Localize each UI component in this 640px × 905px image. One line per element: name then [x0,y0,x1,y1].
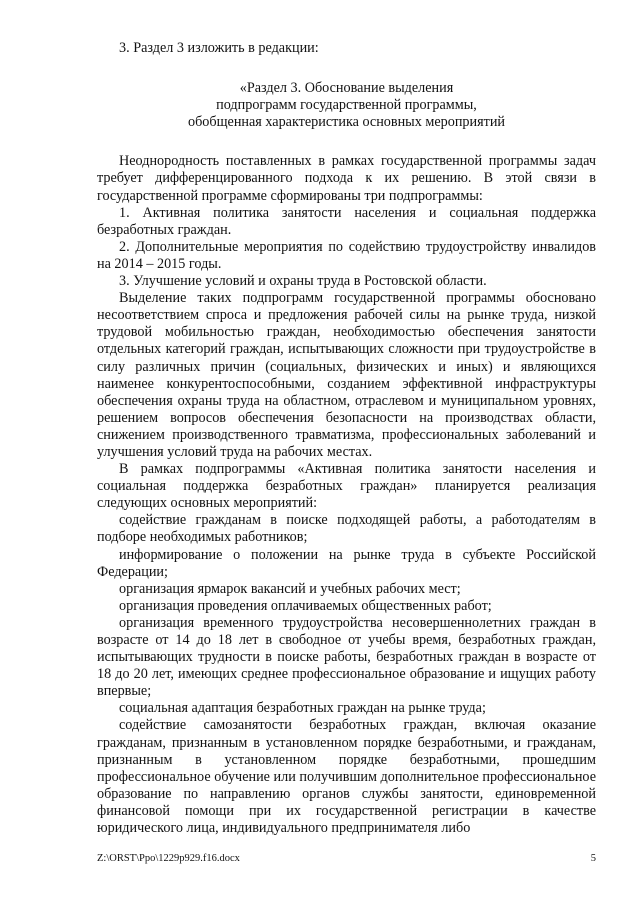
measure-item: содействие самозанятости безработных граждан, включая оказание гражданам, признанным в установленном порядке безработными, и гражданам, признанным в установленном порядке безработными, прошедшим профессиональное обучение или получившим дополнительное профессиональное образование по направлению органов службы занятости, единовременной финансовой помощи при их государственной регистрации в качестве юридического лица, индивидуального предпринимателя либо [97,717,596,837]
measure-item: организация временного трудоустройства несовершеннолетних граждан в возрасте от 14 до 18 лет в свободное от учебы время, безработных граждан, испытывающих трудности в поиске работы, безработных граждан в возрасте от 18 до 20 лет, имеющих среднее профессиональное образование и ищущих работу впервые; [97,614,596,700]
page-number: 5 [590,853,596,864]
body-paragraph: В рамках подпрограммы «Активная политика занятости населения и социальная поддержка безработных граждан» планируется реализация следующих основных мероприятий: [97,461,596,512]
file-path: Z:\ORST\Ppo\1229p929.f16.docx [97,853,240,864]
page-footer [97,853,596,864]
section-heading-line: обобщенная характеристика основных мероприятий [187,114,506,131]
measure-item: социальная адаптация безработных граждан на рынке труда; [119,700,486,717]
measure-item: организация проведения оплачиваемых общественных работ; [119,597,492,614]
measure-item: содействие гражданам в поиске подходящей работы, а работодателям в подборе необходимых работников; [97,512,596,546]
amendment-intro: 3. Раздел 3 изложить в редакции: [119,40,319,56]
measure-item: организация ярмарок вакансий и учебных рабочих мест; [119,580,461,597]
subprogram-item: 1. Активная политика занятости населения и социальная поддержка безработных граждан. [97,204,596,238]
subprogram-item: 3. Улучшение условий и охраны труда в Ростовской области. [119,273,487,290]
body-paragraph: Выделение таких подпрограмм государственной программы обосновано несоответствием спроса и предложения рабочей силы на рынке труда, низкой трудовой мобильностью граждан, необходимостью обеспечения занятости отдельных категорий граждан, испытывающих сложности при трудоустройстве в силу различных причин (социальных, физических и иных) и являющихся наименее конкурентоспособными, созданием эффективной инфраструктуры обеспечения охраны труда на областном, отраслевом и муниципальном уровнях, решением вопросов обеспечения безопасности на производствах области, снижением производственного травматизма, профессиональных заболеваний и улучшения условий труда на рабочих местах. [97,290,596,460]
section-heading-line: «Раздел 3. Обоснование выделения [239,80,454,97]
measure-item: информирование о положении на рынке труда в субъекте Российской Федерации; [97,546,596,580]
subprogram-item: 2. Дополнительные мероприятия по содействию трудоустройству инвалидов на 2014 – 2015 годы. [97,238,596,272]
section-heading-line: подпрограмм государственной программы, [216,97,477,114]
section-heading [97,80,596,131]
body-paragraph: Неоднородность поставленных в рамках государственной программы задач требует дифференцированного подхода к их решению. В этой связи в государственной программе сформированы три подпрограммы: [97,153,596,204]
document-body [97,40,596,837]
